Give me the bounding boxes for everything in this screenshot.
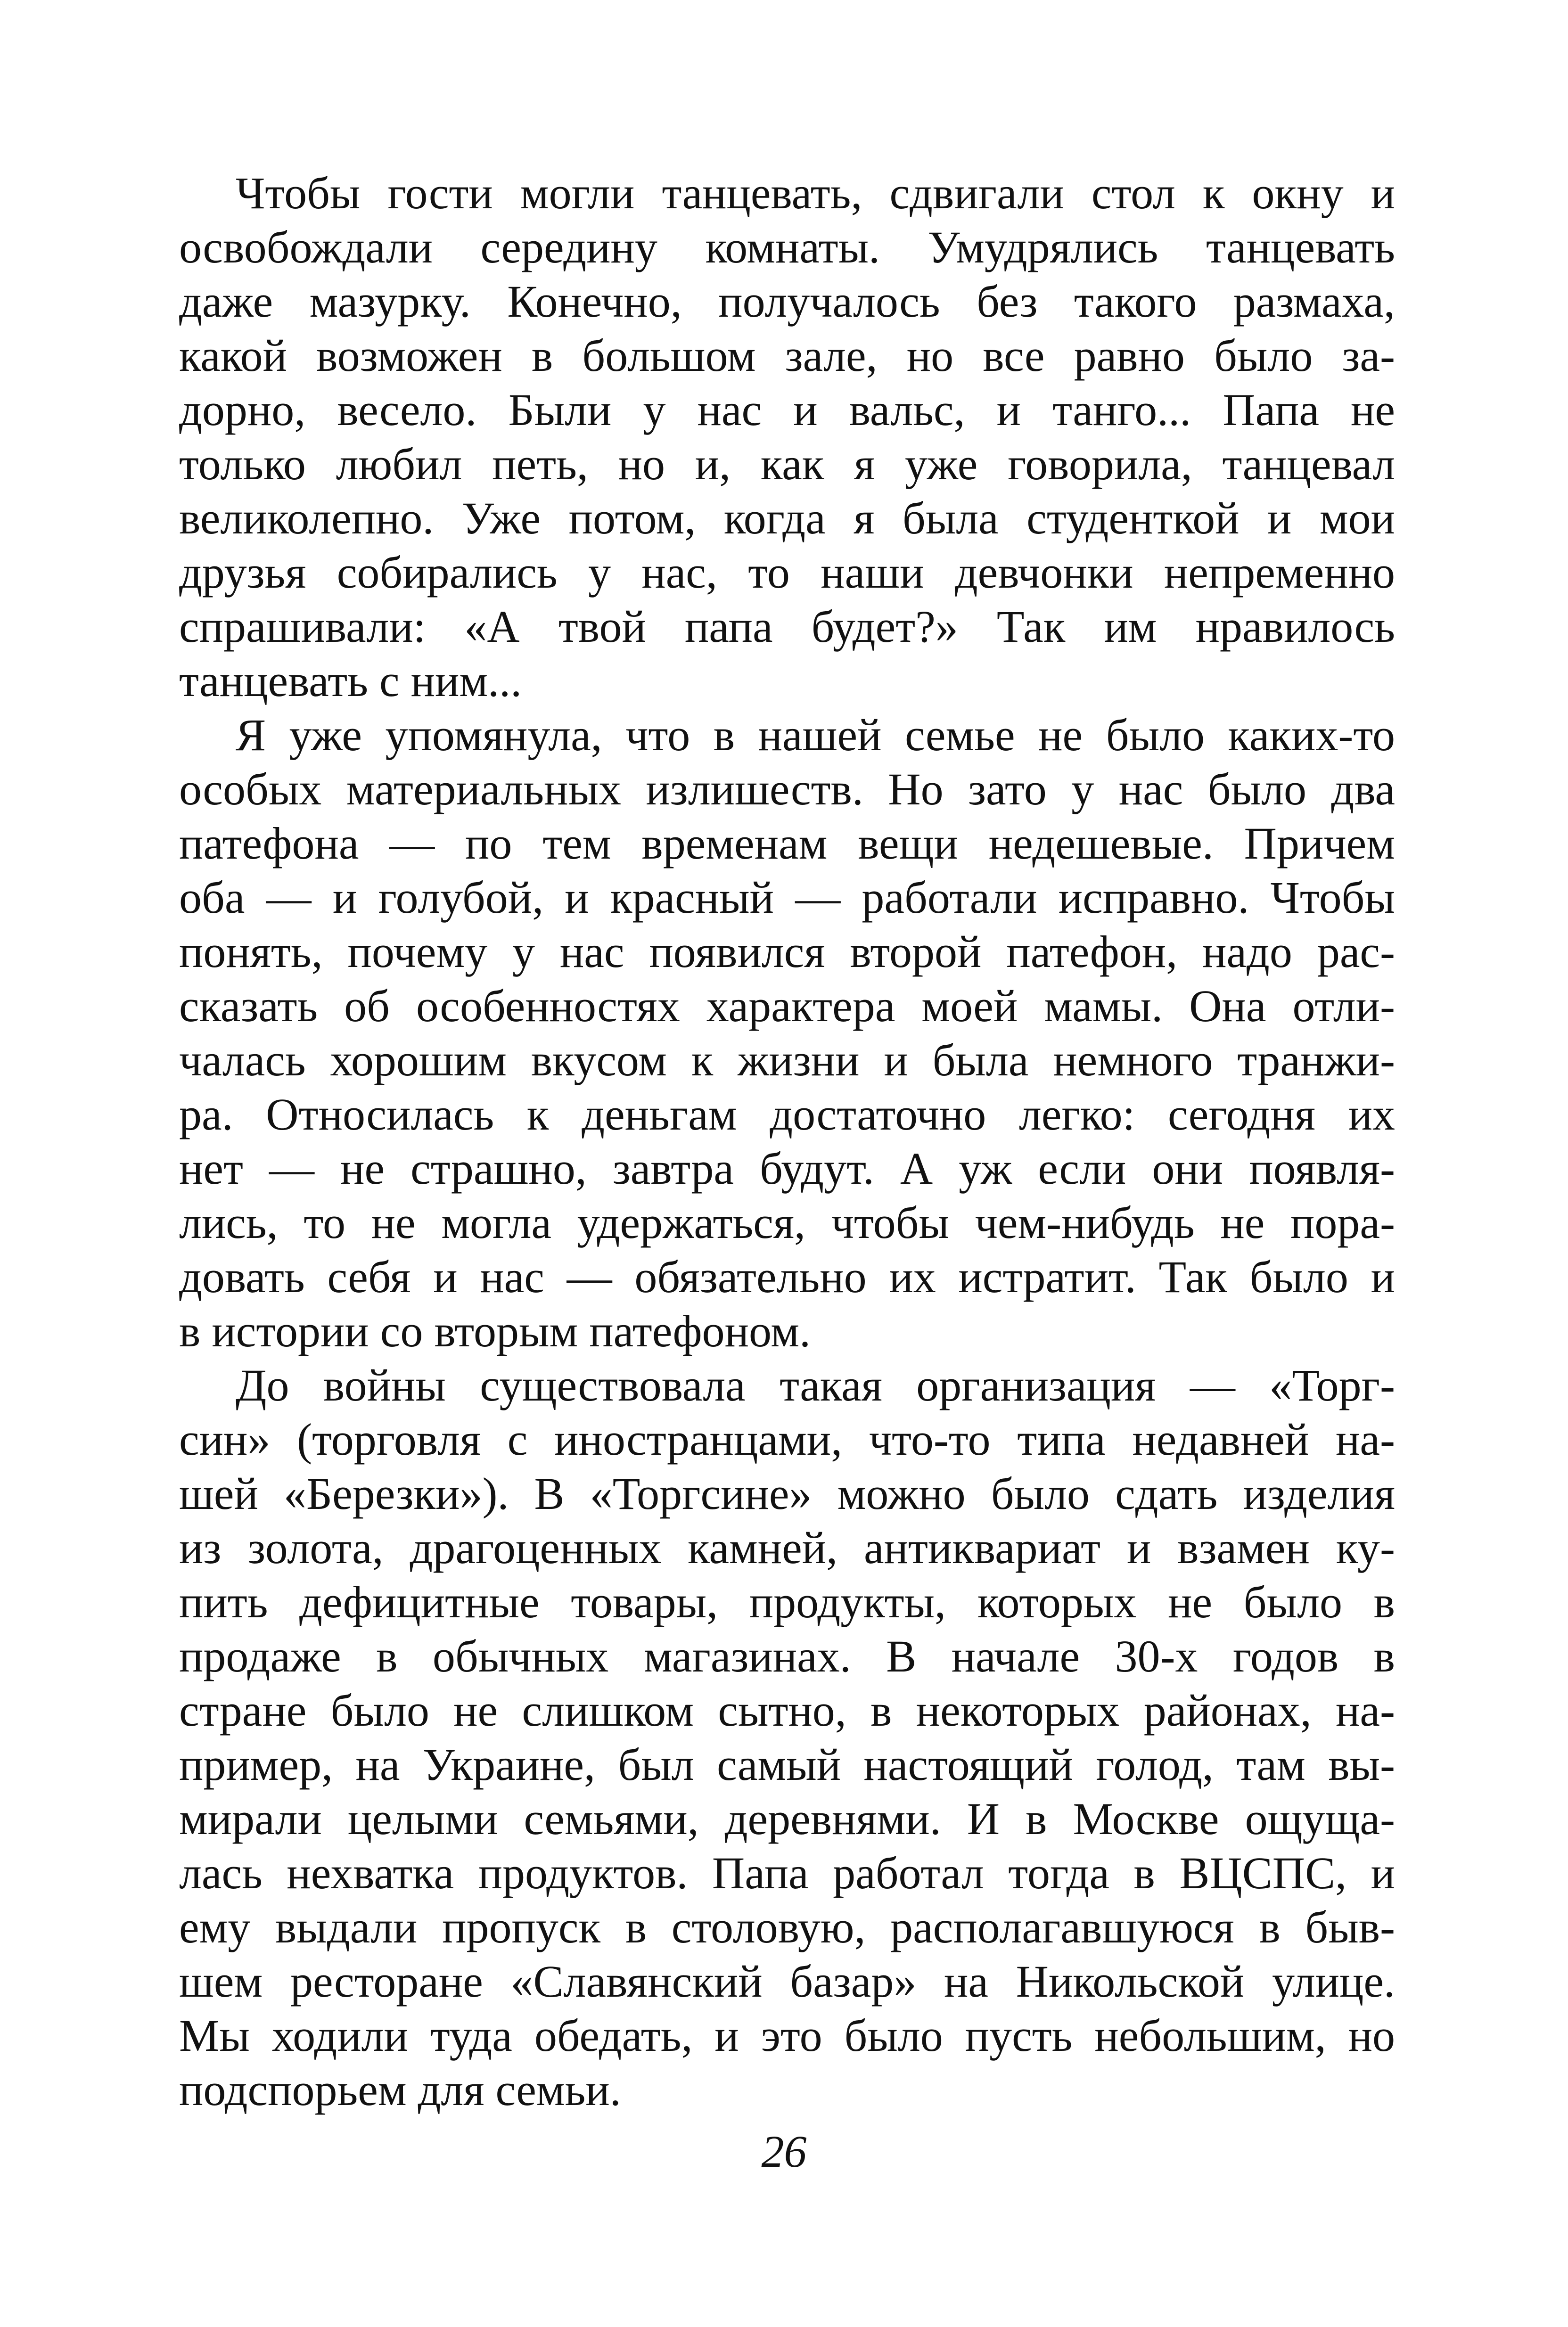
text-line: ра. Относилась к деньгам достаточно легко: сегодня их bbox=[179, 1089, 1395, 1139]
text-line: друзья собирались у нас, то наши девчонки непременно bbox=[179, 547, 1395, 598]
paragraph-2 bbox=[179, 708, 1395, 1358]
text-line: пить дефицитные товары, продукты, которых не было в bbox=[179, 1577, 1395, 1627]
text-line: пример, на Украине, был самый настоящий голод, там вы- bbox=[179, 1739, 1395, 1790]
text-line: стране было не слишком сытно, в некоторых районах, на- bbox=[179, 1685, 1395, 1736]
text-line: ему выдали пропуск в столовую, располагавшуюся в быв- bbox=[179, 1902, 1395, 1952]
text-line: До войны существовала такая организация — «Торг- bbox=[236, 1360, 1395, 1410]
paragraph-3 bbox=[179, 1358, 1395, 2117]
text-line: особых материальных излишеств. Но зато у нас было два bbox=[179, 764, 1395, 814]
text-line: в истории со вторым патефоном. bbox=[179, 1306, 811, 1356]
text-line: из золота, драгоценных камней, антиквариат и взамен ку- bbox=[179, 1523, 1395, 1573]
text-line: освобождали середину комнаты. Умудрялись танцевать bbox=[179, 222, 1395, 272]
text-line: великолепно. Уже потом, когда я была студенткой и мои bbox=[179, 493, 1395, 543]
text-line: нет — не страшно, завтра будут. А уж если они появля- bbox=[179, 1143, 1395, 1194]
text-line: только любил петь, но и, как я уже говорила, танцевал bbox=[179, 439, 1395, 489]
paragraph-1 bbox=[179, 166, 1395, 708]
text-line: Я уже упомянула, что в нашей семье не было каких-то bbox=[236, 710, 1395, 760]
text-line: какой возможен в большом зале, но все равно было за- bbox=[179, 330, 1395, 381]
text-line: спрашивали: «А твой папа будет?» Так им нравилось bbox=[179, 601, 1395, 652]
text-line: понять, почему у нас появился второй патефон, надо рас- bbox=[179, 926, 1395, 977]
text-line: танцевать с ним... bbox=[179, 655, 522, 706]
body-text bbox=[179, 166, 1395, 2117]
text-line: мирали целыми семьями, деревнями. И в Москве ощуща- bbox=[179, 1794, 1395, 1844]
text-line: патефона — по тем временам вещи недешевые. Причем bbox=[179, 818, 1395, 869]
text-line: шей «Березки»). В «Торгсине» можно было сдать изделия bbox=[179, 1468, 1395, 1519]
text-line: Мы ходили туда обедать, и это было пусть небольшим, но bbox=[179, 2010, 1395, 2061]
text-line: довать себя и нас — обязательно их истратит. Так было и bbox=[179, 1252, 1395, 1302]
text-line: шем ресторане «Славянский базар» на Никольской улице. bbox=[179, 1956, 1395, 2007]
text-line: продаже в обычных магазинах. В начале 30-х годов в bbox=[179, 1631, 1395, 1681]
text-line: даже мазурку. Конечно, получалось без такого размаха, bbox=[179, 276, 1395, 327]
page-number: 26 bbox=[761, 2126, 807, 2177]
text-line: Чтобы гости могли танцевать, сдвигали стол к окну и bbox=[236, 168, 1395, 218]
text-line: лись, то не могла удержаться, чтобы чем-нибудь не пора- bbox=[179, 1197, 1395, 1248]
text-line: дорно, весело. Были у нас и вальс, и танго... Папа не bbox=[179, 385, 1395, 435]
text-line: подспорьем для семьи. bbox=[179, 2065, 621, 2115]
text-line: оба — и голубой, и красный — работали исправно. Чтобы bbox=[179, 872, 1395, 923]
text-line: лась нехватка продуктов. Папа работал тогда в ВЦСПС, и bbox=[179, 1848, 1395, 1898]
text-line: чалась хорошим вкусом к жизни и была немного транжи- bbox=[179, 1035, 1395, 1085]
text-line: сказать об особенностях характера моей мамы. Она отли- bbox=[179, 981, 1395, 1031]
text-line: син» (торговля с иностранцами, что-то типа недавней на- bbox=[179, 1414, 1395, 1465]
